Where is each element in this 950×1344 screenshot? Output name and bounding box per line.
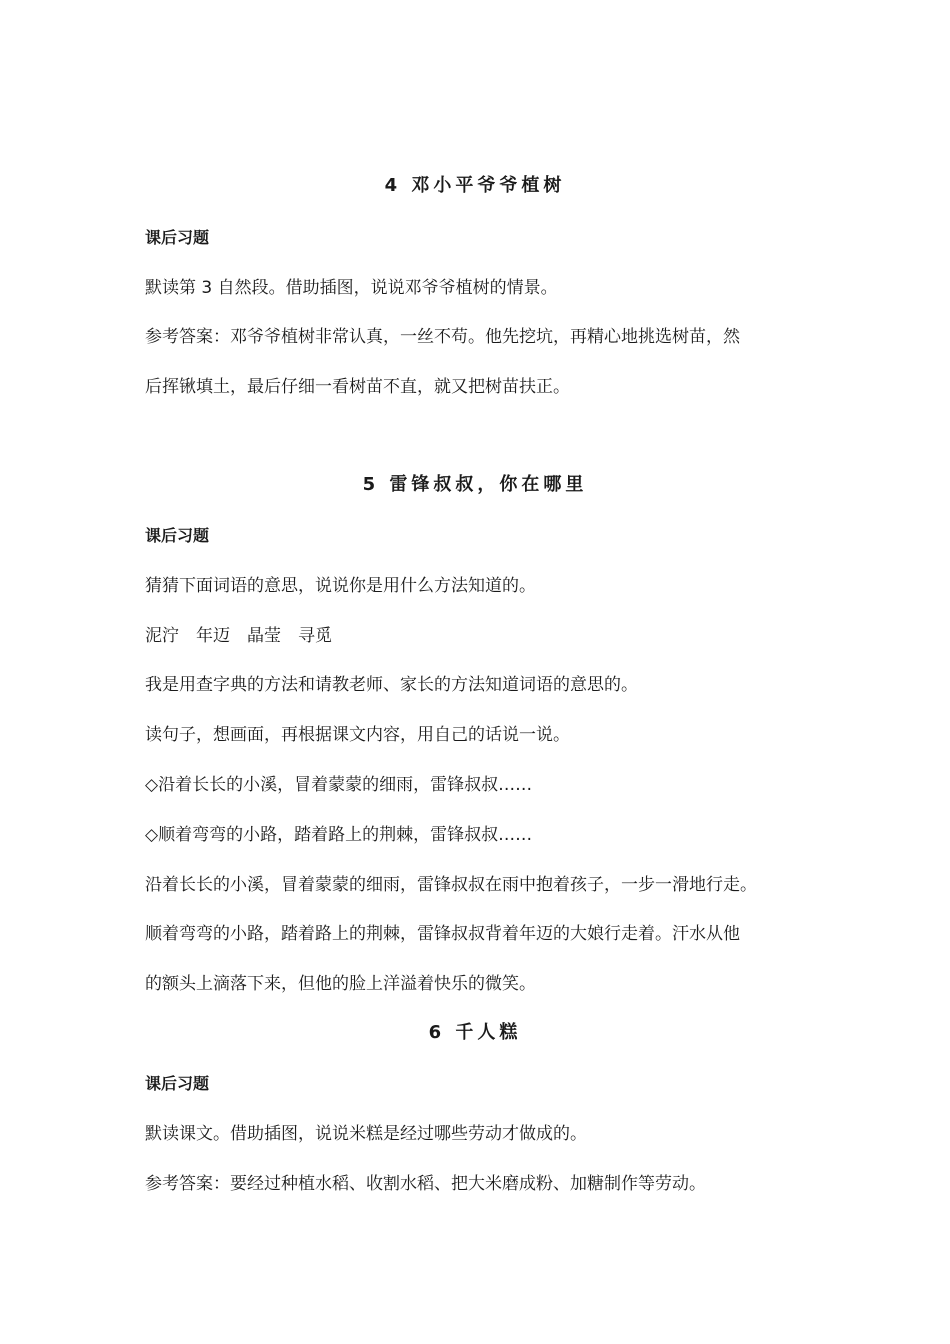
answer-text: 参考答案：邓爷爷植树非常认真，一丝不苟。他先挖坑，再精心地挑选树苗，然	[145, 327, 740, 347]
section-title: 4 邓小平爷爷植树	[384, 175, 566, 196]
answer-text: 参考答案：要经过种植水稻、收割水稻、把大米磨成粉、加糖制作等劳动。	[145, 1174, 706, 1194]
question-text: 读句子，想画面，再根据课文内容，用自己的话说一说。	[145, 725, 570, 745]
section-title: 5 雷锋叔叔，你在哪里	[362, 474, 588, 495]
word-list: 泥泞 年迈 晶莹 寻觅	[145, 626, 332, 646]
answer-text: 顺着弯弯的小路，踏着路上的荆棘，雷锋叔叔背着年迈的大娘行走着。汗水从他	[145, 924, 740, 944]
section-title: 6 千人糕	[428, 1022, 522, 1043]
exercise-heading: 课后习题	[145, 1074, 210, 1093]
answer-text: 沿着长长的小溪，冒着蒙蒙的细雨，雷锋叔叔在雨中抱着孩子，一步一滑地行走。	[145, 875, 757, 895]
answer-text-continued: 的额头上滴落下来，但他的脸上洋溢着快乐的微笑。	[145, 974, 536, 994]
answer-text-continued: 后挥锹填土，最后仔细一看树苗不直，就又把树苗扶正。	[145, 377, 570, 397]
sentence-prompt: ◇顺着弯弯的小路，踏着路上的荆棘，雷锋叔叔……	[145, 825, 533, 845]
answer-text: 我是用查字典的方法和请教老师、家长的方法知道词语的意思的。	[145, 675, 638, 695]
exercise-heading: 课后习题	[145, 228, 210, 247]
sentence-prompt: ◇沿着长长的小溪，冒着蒙蒙的细雨，雷锋叔叔……	[145, 775, 533, 795]
question-text: 默读课文。借助插图，说说米糕是经过哪些劳动才做成的。	[145, 1124, 587, 1144]
exercise-heading: 课后习题	[145, 526, 210, 545]
question-text: 猜猜下面词语的意思，说说你是用什么方法知道的。	[145, 576, 536, 596]
question-text: 默读第 3 自然段。借助插图，说说邓爷爷植树的情景。	[145, 278, 558, 298]
